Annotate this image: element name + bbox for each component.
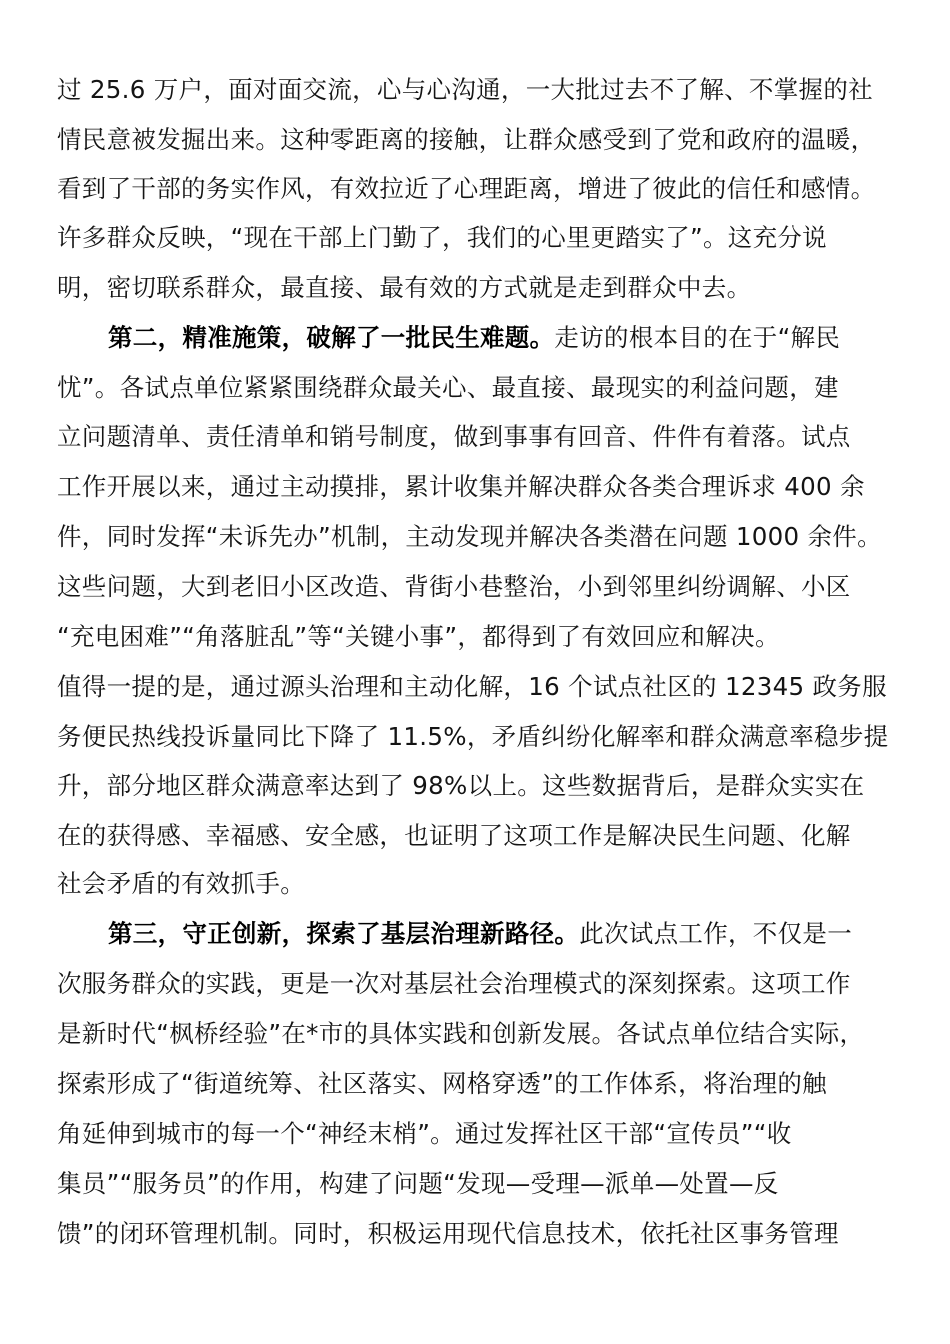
paragraph-2-line-1-text: 走访的根本目的在于“解民 (554, 323, 841, 352)
paragraph-3-line-3: 是新时代“枫桥经验”在*市的具体实践和创新发展。各试点单位结合实际， (57, 1019, 865, 1048)
paragraph-2-line-6: 这些问题，大到老旧小区改造、背街小巷整治，小到邻里纠纷调解、小区 (57, 572, 851, 601)
paragraph-1-line-3: 看到了干部的务实作风，有效拉近了心理距离，增进了彼此的信任和感情。 (57, 174, 876, 203)
paragraph-1-line-4: 许多群众反映，“现在干部上门勤了，我们的心里更踏实了”。这充分说 (57, 223, 827, 252)
paragraph-2-line-5: 件，同时发挥“未诉先办”机制，主动发现并解决各类潜在问题 1000 余件。 (57, 522, 882, 551)
paragraph-2-line-9: 务便民热线投诉量同比下降了 11.5%，矛盾纠纷化解率和群众满意率稳步提 (57, 722, 889, 751)
paragraph-2-line-4: 工作开展以来，通过主动摸排，累计收集并解决群众各类合理诉求 400 余 (57, 472, 865, 501)
paragraph-2-line-1 (108, 318, 840, 358)
paragraph-2-line-8: 值得一提的是，通过源头治理和主动化解，16 个试点社区的 12345 政务服 (57, 672, 887, 701)
paragraph-3-line-6: 集员”“服务员”的作用，构建了问题“发现—受理—派单—处置—反 (57, 1169, 779, 1198)
paragraph-1-line-2: 情民意被发掘出来。这种零距离的接触，让群众感受到了党和政府的温暖， (57, 125, 876, 154)
paragraph-3-line-4: 探索形成了“街道统筹、社区落实、网格穿透”的工作体系，将治理的触 (57, 1069, 827, 1098)
paragraph-2-line-3: 立问题清单、责任清单和销号制度，做到事事有回音、件件有着落。试点 (57, 422, 851, 451)
paragraph-1-line-5: 明，密切联系群众，最直接、最有效的方式就是走到群众中去。 (57, 273, 752, 302)
paragraph-3-line-1-text: 此次试点工作，不仅是一 (579, 919, 853, 948)
paragraph-1-line-1: 过 25.6 万户，面对面交流，心与心沟通，一大批过去不了解、不掌握的社 (57, 75, 873, 104)
paragraph-3-line-5: 角延伸到城市的每一个“神经末梢”。通过发挥社区干部“宣传员”“收 (57, 1119, 792, 1148)
paragraph-3-line-2: 次服务群众的实践，更是一次对基层社会治理模式的深刻探索。这项工作 (57, 969, 851, 998)
paragraph-3-heading: 第三，守正创新，探索了基层治理新路径。 (108, 919, 580, 948)
paragraph-2-line-11: 在的获得感、幸福感、安全感，也证明了这项工作是解决民生问题、化解 (57, 821, 851, 850)
paragraph-2-heading: 第二，精准施策，破解了一批民生难题。 (108, 323, 555, 352)
paragraph-3-line-7: 馈”的闭环管理机制。同时，积极运用现代信息技术，依托社区事务管理 (57, 1219, 839, 1248)
paragraph-3-line-1 (108, 914, 852, 954)
paragraph-2-line-10: 升，部分地区群众满意率达到了 98%以上。这些数据背后，是群众实实在 (57, 771, 865, 800)
paragraph-2-line-7: “充电困难”“角落脏乱”等“关键小事”，都得到了有效回应和解决。 (57, 622, 780, 651)
paragraph-2-line-12: 社会矛盾的有效抓手。 (57, 869, 305, 898)
paragraph-2-line-2: 忧”。各试点单位紧紧围绕群众最关心、最直接、最现实的利益问题，建 (57, 373, 839, 402)
